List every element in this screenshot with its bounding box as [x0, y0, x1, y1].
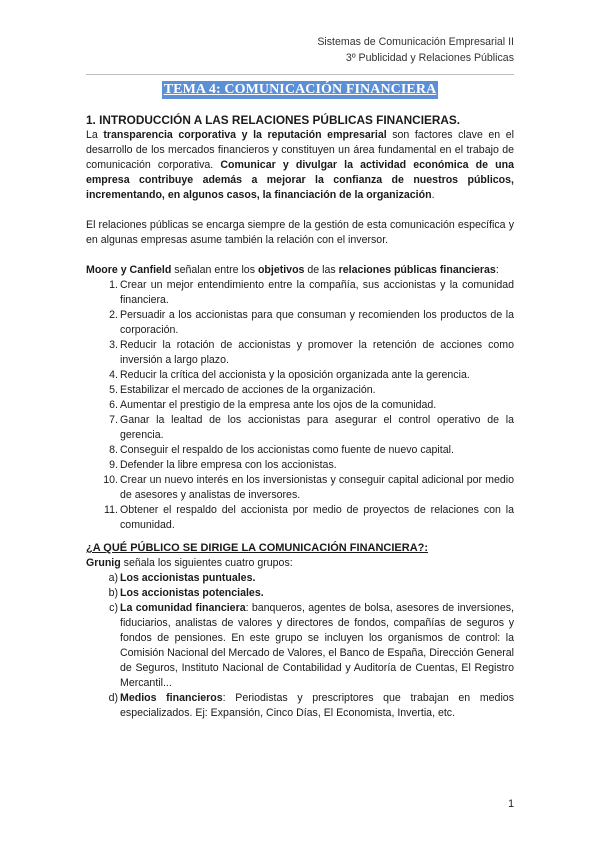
list-number: 9.	[109, 459, 118, 471]
list-letter: d)	[108, 692, 118, 704]
list-number: 5.	[109, 384, 118, 396]
list-item	[86, 458, 514, 473]
list-number: 7.	[109, 414, 118, 426]
list-item	[86, 368, 514, 383]
list-item	[86, 691, 514, 721]
bold-run: transparencia corporativa y la reputación empresarial	[103, 129, 387, 141]
list-number: 4.	[109, 369, 118, 381]
text-run: son factores clave en el desarrollo de los mercados financieros y constituyen un área fundamental en el trabajo de comunicación corporativa.	[86, 129, 514, 171]
text-run: .	[431, 189, 435, 201]
bold-run: Comunicar y divulgar la actividad económica de una empresa contribuye además a mejorar la confianza de nuestros públicos, incrementando, en algunos casos, la financiación de la organización	[86, 159, 514, 201]
list-item	[86, 503, 514, 533]
objectives-list	[86, 278, 514, 533]
intro-paragraph	[86, 128, 514, 203]
list-text: Persuadir a los accionistas para que consuman y recomienden los productos de la corporación.	[120, 309, 514, 336]
list-item	[86, 571, 514, 586]
list-text: : Periodistas y prescriptores que trabajan en medios especializados. Ej: Expansión, Cinco Días, El Economista, Invertia, etc.	[120, 692, 514, 719]
header-degree: 3º Publicidad y Relaciones Públicas	[345, 52, 514, 64]
list-letter: b)	[108, 587, 118, 599]
page-title: TEMA 4: COMUNICACIÓN FINANCIERA	[163, 82, 437, 97]
title-container	[0, 80, 600, 99]
list-number: 1.	[109, 279, 118, 291]
bold-run: Medios financieros	[120, 692, 223, 704]
list-item	[86, 473, 514, 503]
bold-run: Moore y Canfield	[86, 264, 172, 276]
header-course: Sistemas de Comunicación Empresarial II	[317, 36, 514, 48]
pr-paragraph: El relaciones públicas se encarga siempre de la gestión de esta comunicación específica y en algunas empresas asume también la relación con el inversor.	[86, 219, 514, 246]
list-letter: a)	[108, 572, 118, 584]
list-item	[86, 308, 514, 338]
list-letter: c)	[109, 602, 118, 614]
list-text: Conseguir el respaldo de los accionistas como fuente de nuevo capital.	[120, 444, 454, 456]
objectives-intro	[86, 263, 514, 278]
page-number: 1	[508, 798, 514, 810]
text-run: de las	[304, 264, 339, 276]
list-text: Crear un nuevo interés en los inversionistas y conseguir capital adicional por medio de asesores y analistas de inversores.	[120, 474, 514, 501]
list-number: 2.	[109, 309, 118, 321]
list-number: 6.	[109, 399, 118, 411]
list-text: Obtener el respaldo del accionista por medio de proyectos de relaciones con la comunidad.	[120, 504, 514, 531]
list-item	[86, 398, 514, 413]
section1-heading: 1. INTRODUCCIÓN A LAS RELACIONES PÚBLICAS FINANCIERAS.	[86, 113, 461, 127]
list-text: Reducir la crítica del accionista y la oposición organizada ante la gerencia.	[120, 369, 470, 381]
bold-run: objetivos	[257, 264, 305, 276]
bold-run: La comunidad financiera	[120, 602, 246, 614]
list-text: Defender la libre empresa con los accionistas.	[120, 459, 337, 471]
list-item	[86, 601, 514, 691]
list-item	[86, 443, 514, 458]
list-item	[86, 338, 514, 368]
text-run: :	[495, 264, 499, 276]
list-number: 3.	[109, 339, 118, 351]
list-number: 10.	[103, 474, 118, 486]
text-run: señala los siguientes cuatro grupos:	[120, 557, 293, 569]
list-text: Estabilizar el mercado de acciones de la organización.	[120, 384, 376, 396]
bold-run: Los accionistas puntuales.	[120, 572, 256, 584]
section2-heading: ¿A QUÉ PÚBLICO SE DIRIGE LA COMUNICACIÓN FINANCIERA?:	[86, 542, 429, 554]
bold-run: relaciones públicas financieras	[338, 264, 496, 276]
list-text: Crear un mejor entendimiento entre la compañía, sus accionistas y la comunidad financiera.	[120, 279, 514, 306]
list-item	[86, 278, 514, 308]
bold-run: Grunig	[86, 557, 121, 569]
bold-run: Los accionistas potenciales.	[120, 587, 264, 599]
list-number: 11.	[104, 504, 118, 516]
main-content	[86, 112, 514, 721]
groups-intro	[86, 556, 514, 571]
list-item	[86, 383, 514, 398]
text-run: La	[86, 129, 104, 141]
list-item	[86, 586, 514, 601]
list-item	[86, 413, 514, 443]
header-divider	[86, 74, 514, 75]
page-header	[317, 34, 514, 66]
list-text: Aumentar el prestigio de la empresa ante los ojos de la comunidad.	[120, 399, 437, 411]
audience-list	[86, 571, 514, 721]
list-text: Ganar la lealtad de los accionistas para asegurar el control operativo de la gerencia.	[120, 414, 514, 441]
text-run: señalan entre los	[171, 264, 258, 276]
list-number: 8.	[109, 444, 118, 456]
list-text: Reducir la rotación de accionistas y promover la retención de acciones como inversión a largo plazo.	[120, 339, 514, 366]
list-text: : banqueros, agentes de bolsa, asesores de inversiones, fiduciarios, analistas de valores y directores de fondos, compañías de seguros y fondos de pensiones. En este grupo se incluyen los organismos de control: la Comisión Nacional del Mercado de Valores, el Banco de España, Dirección General de Seguros, Instituto Nacional de Contabilidad y Auditoría de Cuentas, El Registro Mercantil...	[120, 602, 514, 689]
